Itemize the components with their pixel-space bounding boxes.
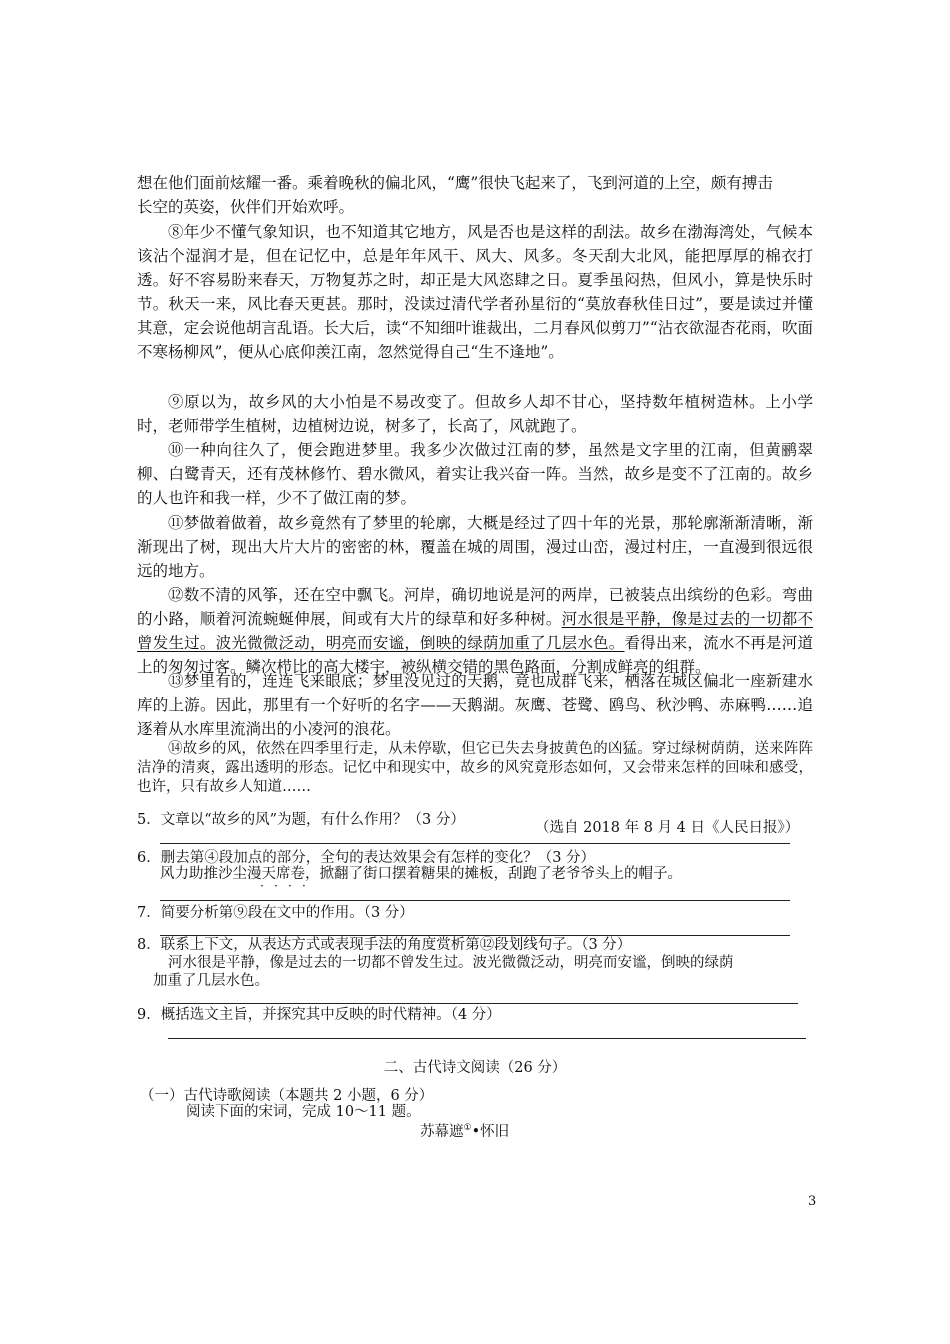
question-8-quote-line-1: 河水很是平静，像是过去的一切都不曾发生过。波光微微泛动，明亮而安谧，倒映的绿荫 xyxy=(168,955,734,971)
answer-line-q6[interactable] xyxy=(160,900,790,901)
passage-continued-line-2: 长空的英姿，伙伴们开始欢呼。 xyxy=(137,198,355,216)
paragraph-13: ⑬梦里有的，连连飞来眼底；梦里没见过的天鹅，竟也成群飞来，栖落在城区偏北一座新建水库的上游。因此，那里有一个好听的名字——天鹅湖。灰鹰、苍鹭、鸥鸟、秋沙鸭、赤麻鸭……追逐着从水库里流淌出的小凌河的浪花。 xyxy=(137,672,813,738)
question-5: 5．文章以“故乡的风”为题，有什么作用？（3 分） xyxy=(137,812,465,828)
emphasis-dot: · xyxy=(274,879,278,893)
emphasis-dot: · xyxy=(288,879,292,893)
emphasis-dot: · xyxy=(260,879,264,893)
paragraph-8: ⑧年少不懂气象知识，也不知道其它地方，风是否也是这样的刮法。故乡在渤海湾处，气候本该沾个湿润才是，但在记忆中，总是年年风干、风大、风多。冬天刮大北风，能把厚厚的棉衣打透。好不容易盼来春天，万物复苏之时，却正是大风恣肆之日。夏季虽闷热，但风小，算是快乐时节。秋天一来，风比春天更甚。那时，没读过清代学者孙星衍的“莫放春秋佳日过”，要是读过并懂其意，定会说他胡言乱语。长大后，读“不知细叶谁裁出，二月春风似剪刀”“沾衣欲湿杏花雨，吹面不寒杨柳风”，便从心底仰羡江南，忽然觉得自己“生不逢地”。 xyxy=(137,223,813,361)
poem-title-main: 苏幕遮 xyxy=(420,1123,464,1140)
question-7: 7．简要分析第⑨段在文中的作用。（3 分） xyxy=(137,905,414,921)
question-9: 9．概括选文主旨，并探究其中反映的时代精神。（4 分） xyxy=(137,1007,501,1023)
question-6: 6．删去第④段加点的部分，全句的表达效果会有怎样的变化？（3 分） xyxy=(137,850,596,866)
poem-footnote-marker: ① xyxy=(463,1123,472,1133)
paragraph-12-underlined-sentence: 河水很是平静，像是过去的一切都不曾发生过。波光微微泛动，明亮而安谧，倒映的绿荫加重了几层水色。 xyxy=(137,610,813,652)
question-8-quote-line-2: 加重了几层水色。 xyxy=(153,973,269,989)
poem-title-suffix: •怀旧 xyxy=(471,1123,510,1140)
poem-title xyxy=(420,1118,509,1142)
page-number: 3 xyxy=(808,1194,817,1209)
emphasis-dot: · xyxy=(302,879,306,893)
paragraph-11: ⑪梦做着做着，故乡竟然有了梦里的轮廓，大概是经过了四十年的光景，那轮廓渐渐清晰，渐渐现出了树，现出大片大片的密密的林，覆盖在城的周围，漫过山峦，漫过村庄，一直漫到很远很远的地方。 xyxy=(137,514,813,580)
source-citation: （选自 2018 年 8 月 4 日《人民日报》） xyxy=(535,820,800,836)
paragraph-10: ⑩一种向往久了，便会跑进梦里。我多少次做过江南的梦，虽然是文字里的江南，但黄鹂翠柳、白鹭青天，还有茂林修竹、碧水微风，着实让我兴奋一阵。当然，故乡是变不了江南的。故乡的人也许和我一样，少不了做江南的梦。 xyxy=(137,441,813,507)
section-2-subsection-1: （一）古代诗歌阅读（本题共 2 小题，6 分） xyxy=(140,1088,434,1104)
section-2-title: 二、古代诗文阅读（26 分） xyxy=(383,1060,567,1076)
answer-line-q5[interactable] xyxy=(160,843,790,844)
paragraph-9: ⑨原以为，故乡风的大小怕是不易改变了。但故乡人却不甘心，坚持数年植树造林。上小学时，老师带学生植树，边植树边说，树多了，长高了，风就跑了。 xyxy=(137,393,813,435)
passage-continued-line-1: 想在他们面前炫耀一番。乘着晚秋的偏北风，“鹰”很快飞起来了，飞到河道的上空，颇有搏击 xyxy=(137,174,773,192)
question-6-quote: 风力助推沙尘漫天席卷，掀翻了街口摆着糖果的摊板，刮跑了老爷爷头上的帽子。 xyxy=(160,866,682,882)
question-8: 8．联系上下文，从表达方式或表现手法的角度赏析第⑫段划线句子。（3 分） xyxy=(137,937,632,953)
answer-line-q9[interactable] xyxy=(168,1038,806,1039)
paragraph-12 xyxy=(137,583,813,679)
section-2-instruction: 阅读下面的宋词，完成 10～11 题。 xyxy=(186,1104,421,1120)
answer-line-q8[interactable] xyxy=(168,1003,798,1004)
paragraph-12-text-a: ⑫数不清的风筝，还在空中飘飞。河岸，确切地说是河的两岸，已被装点出缤纷的色彩。弯曲的小路，顺着河流蜿蜒伸展，间或有大片的绿草和好多种树。 xyxy=(137,586,813,628)
paragraph-14: ⑭故乡的风，依然在四季里行走，从未停歇，但它已失去身披黄色的凶猛。穿过绿树荫荫，送来阵阵洁净的清爽，露出透明的形态。记忆中和现实中，故乡的风究竟形态如何，又会带来怎样的回味和感受，也许，只有故乡人知道…… xyxy=(137,741,813,795)
paragraph-12-text-b: 看得出来，流水不再是河道上的匆匆过客。鳞次栉比的高大楼宇，被纵横交错的黑色路面，分割成鲜亮的组群。 xyxy=(137,634,813,676)
